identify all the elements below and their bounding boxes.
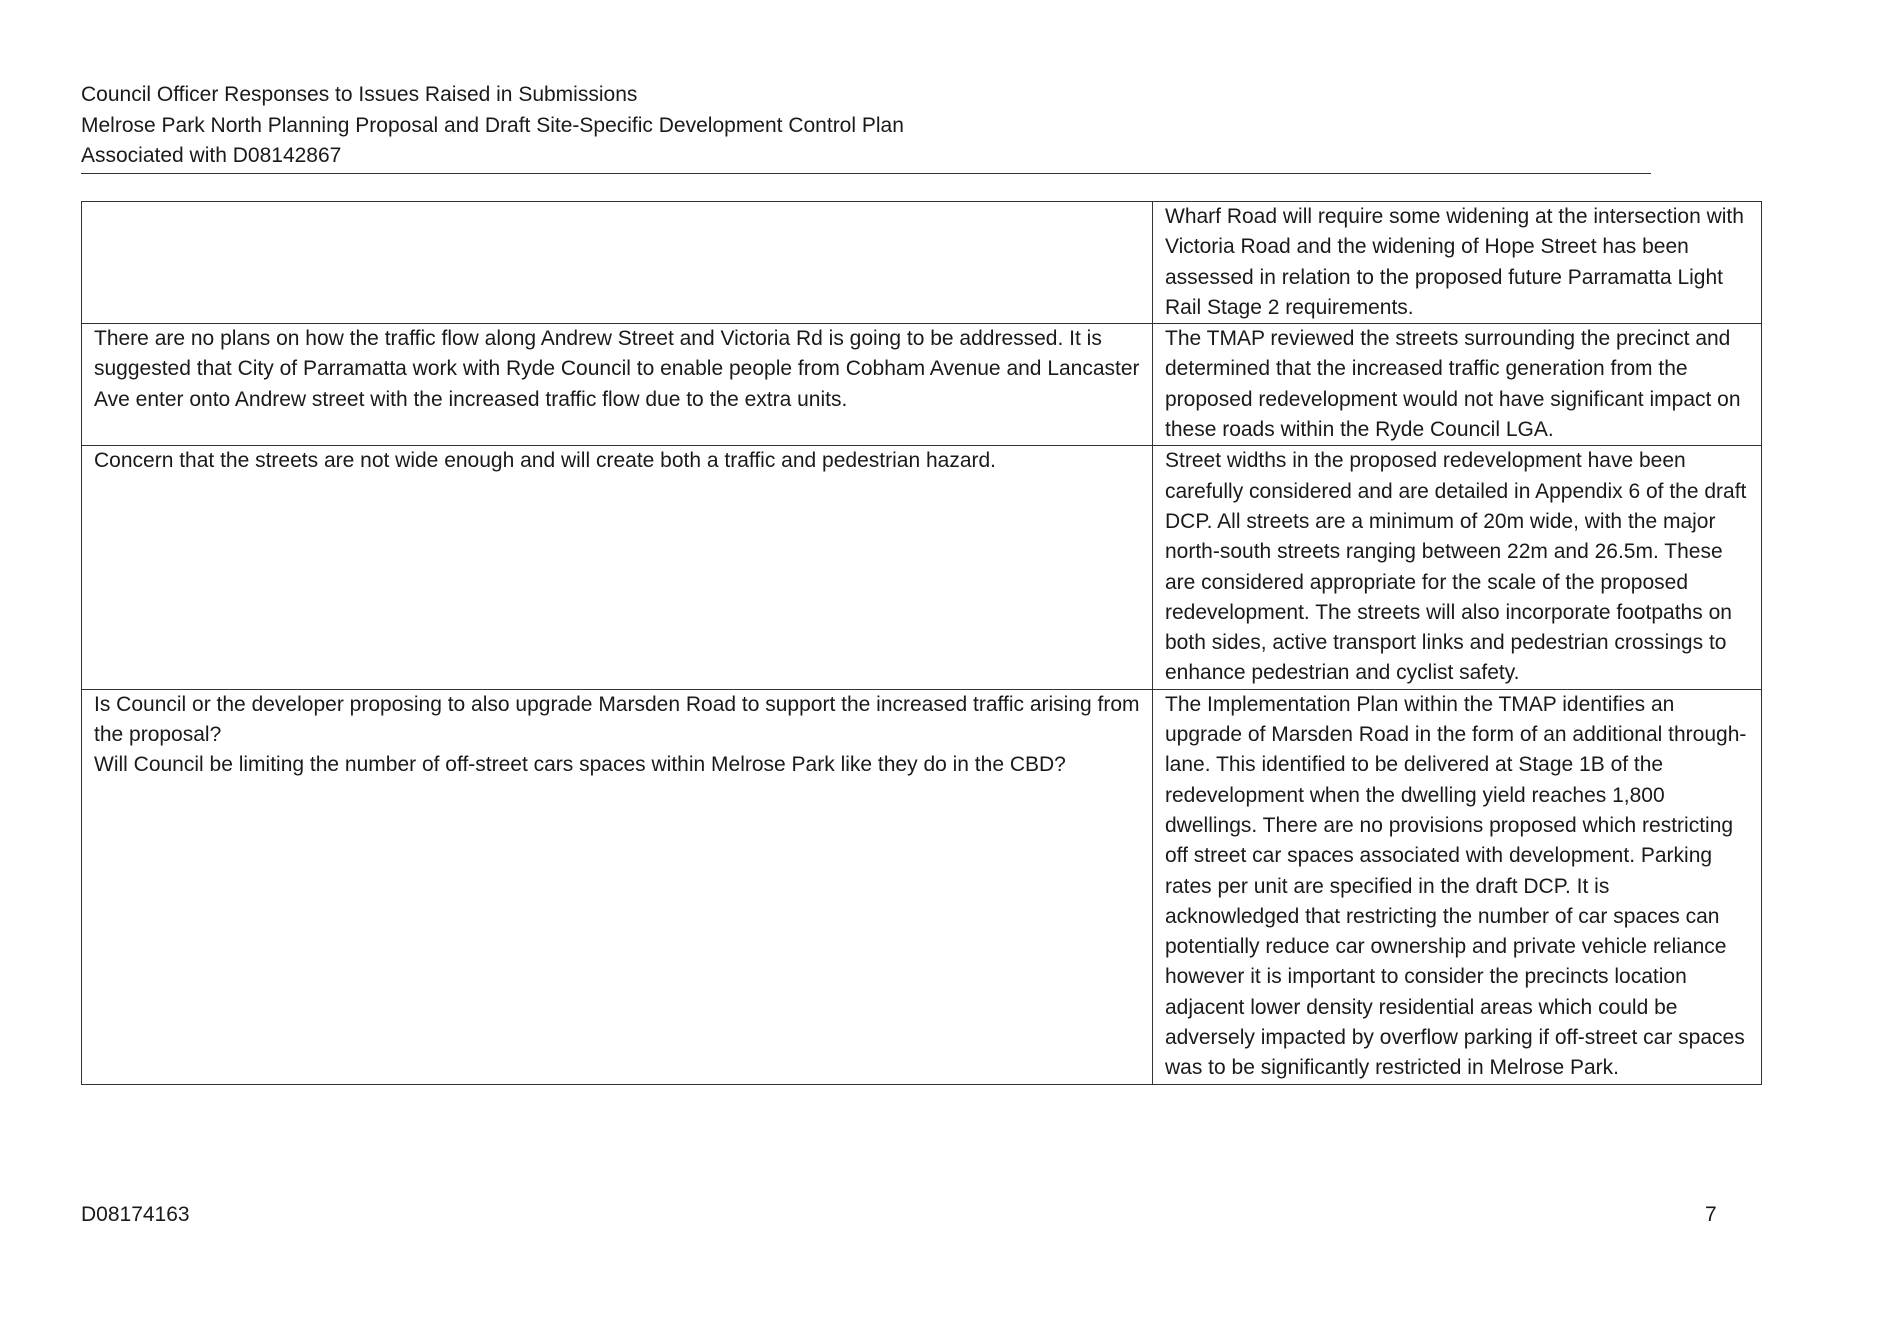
header-subtitle: Melrose Park North Planning Proposal and Draft Site-Specific Development Control Plan <box>81 113 904 137</box>
response-cell: Wharf Road will require some widening at the intersection with Victoria Road and the widening of Hope Street has been assessed in relation to the proposed future Parramatta Light Rail Stage 2 requirements. <box>1153 202 1762 324</box>
footer-document-id: D08174163 <box>81 1203 190 1226</box>
issue-cell <box>82 324 1153 446</box>
issue-text: Is Council or the developer proposing to also upgrade Marsden Road to support the increased traffic arising from the proposal? <box>94 692 1146 747</box>
table-row <box>82 689 1762 1084</box>
header-title: Council Officer Responses to Issues Raised in Submissions <box>81 83 638 106</box>
response-cell: The Implementation Plan within the TMAP identifies an upgrade of Marsden Road in the form of an additional through-lane. This identified to be delivered at Stage 1B of the redevelopment when the dwelling yield reaches 1,800 dwellings. There are no provisions proposed which restricting off street car spaces associated with development. Parking rates per unit are specified in the draft DCP. It is acknowledged that restricting the number of car spaces can potentially reduce car ownership and private vehicle reliance however it is important to consider the precincts location adjacent lower density residential areas which could be adversely impacted by overflow parking if off-street car spaces was to be significantly restricted in Melrose Park. <box>1153 689 1762 1084</box>
issue-text: Will Council be limiting the number of off-street cars spaces within Melrose Park like they do in the CBD? <box>94 753 1066 777</box>
header-reference: Associated with D08142867 <box>81 144 342 167</box>
issue-text: Concern that the streets are not wide enough and will create both a traffic and pedestrian hazard. <box>94 449 997 473</box>
issue-text: There are no plans on how the traffic flow along Andrew Street and Victoria Rd is going to be addressed. It is suggested that City of Parramatta work with Ryde Council to enable people from Cobham Avenue and Lancaster Ave enter onto Andrew street with the increased traffic flow due to the extra units. <box>94 327 1145 411</box>
issue-cell <box>82 689 1153 1084</box>
table-row <box>82 202 1762 324</box>
issue-cell <box>82 202 1153 324</box>
page-number: 7 <box>1705 1203 1717 1226</box>
responses-table <box>81 201 1762 1085</box>
table-row <box>82 324 1762 446</box>
issue-cell <box>82 446 1153 689</box>
table-row <box>82 446 1762 689</box>
response-cell: The TMAP reviewed the streets surrounding the precinct and determined that the increased traffic generation from the proposed redevelopment would not have significant impact on these roads within the Ryde Council LGA. <box>1153 324 1762 446</box>
document-header <box>81 80 1651 174</box>
response-cell: Street widths in the proposed redevelopment have been carefully considered and are detailed in Appendix 6 of the draft DCP. All streets are a minimum of 20m wide, with the major north-south streets ranging between 22m and 26.5m. These are considered appropriate for the scale of the proposed redevelopment. The streets will also incorporate footpaths on both sides, active transport links and pedestrian crossings to enhance pedestrian and cyclist safety. <box>1153 446 1762 689</box>
